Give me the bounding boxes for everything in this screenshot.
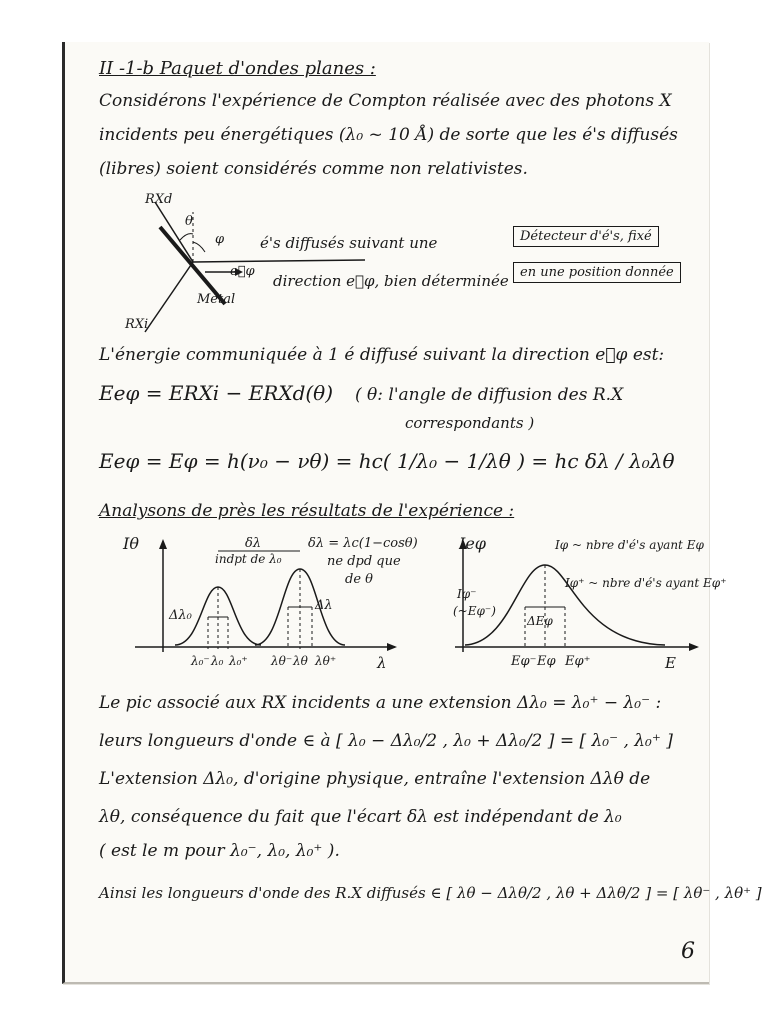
left-graph-width-0: Δλ₀ — [169, 608, 192, 623]
right-graph-ann-1: Iφ ~ nbre d'é's ayant Eφ — [555, 538, 704, 552]
phi-arc — [193, 242, 205, 252]
detector-box-1: Détecteur d'é's, fixé — [513, 226, 659, 247]
label-ephi: e⃗φ — [230, 264, 255, 279]
left-tick-6: λθ⁺ — [315, 654, 337, 668]
diffused-ray — [155, 202, 193, 262]
conclusion-line-6: Ainsi les longueurs d'onde des R.X diffusés ∈ [ λθ − Δλθ/2 , λθ + Δλθ/2 ] = [ λθ⁻ , λθ⁺ ] — [99, 884, 762, 902]
right-tick-1: Eφ⁻ — [511, 654, 537, 669]
conclusion-line-5: ( est le m pour λ₀⁻, λ₀, λ₀⁺ ). — [99, 841, 340, 861]
page-number: 6 — [681, 939, 695, 964]
label-rxd: RXd — [145, 192, 173, 207]
left-tick-3: λ₀⁺ — [229, 654, 248, 668]
label-metal: Métal — [197, 292, 236, 307]
left-graph-ylabel: Iθ — [123, 534, 139, 553]
energy-line-1: L'énergie communiquée à 1 é diffusé suivant la direction e⃗φ est: — [99, 345, 665, 365]
section-title: II -1-b Paquet d'ondes planes : — [99, 58, 376, 79]
right-graph-ann-3: Iφ⁻ — [457, 587, 477, 601]
label-theta: θ — [185, 214, 193, 229]
energy-eq-2: Eeφ = Eφ = h(ν₀ − νθ) = hc( 1/λ₀ − 1/λθ ) = hc δλ / λ₀λθ — [99, 449, 675, 473]
left-graph-delta: δλ — [245, 536, 262, 551]
left-graph-note-3: de θ — [345, 572, 373, 587]
left-graph-width-theta: Δλ — [315, 598, 333, 613]
left-graph-indep: indpt de λ₀ — [215, 552, 282, 566]
left-graph-note-2: ne dpd que — [327, 554, 401, 569]
figure1-text-1: é's diffusés suivant une — [260, 234, 438, 252]
right-graph-ann-4: (~Eφ⁻) — [453, 604, 496, 618]
detector-box-2: en une position donnée — [513, 262, 681, 283]
electron-direction — [193, 260, 365, 262]
conclusion-line-1: Le pic associé aux RX incidents a une extension Δλ₀ = λ₀⁺ − λ₀⁻ : — [99, 693, 662, 713]
energy-eq-1-note-2: correspondants ) — [405, 414, 535, 432]
figure1-text-2: direction e⃗φ, bien déterminée — [273, 272, 509, 290]
right-graph-width: ΔEφ — [527, 614, 553, 628]
analyse-heading: Analysons de près les résultats de l'expérience : — [99, 501, 515, 521]
label-phi: φ — [215, 232, 225, 247]
right-tick-2: Eφ — [537, 654, 556, 669]
left-graph-xlabel: λ — [377, 654, 387, 672]
energy-eq-1: Eeφ = ERXi − ERXd(θ) — [99, 381, 334, 405]
conclusion-line-2: leurs longueurs d'onde ∈ à [ λ₀ − Δλ₀/2 , λ₀ + Δλ₀/2 ] = [ λ₀⁻ , λ₀⁺ ] — [99, 731, 673, 751]
handwritten-page — [62, 42, 762, 984]
left-tick-2: λ₀ — [211, 654, 224, 668]
conclusion-line-3: L'extension Δλ₀, d'origine physique, entraîne l'extension Δλθ de — [99, 769, 651, 789]
right-graph-xlabel: E — [665, 654, 676, 672]
intro-line-1: Considérons l'expérience de Compton réalisée avec des photons X — [99, 91, 672, 111]
conclusion-line-4: λθ, conséquence du fait que l'écart δλ est indépendant de λ₀ — [99, 807, 622, 827]
intro-line-2: incidents peu énergétiques (λ₀ ~ 10 Å) de sorte que les é's diffusés — [99, 125, 678, 145]
theta-arc — [180, 234, 193, 240]
left-tick-4: λθ⁻ — [271, 654, 293, 668]
left-tick-1: λ₀⁻ — [191, 654, 210, 668]
left-tick-5: λθ — [293, 654, 308, 668]
right-graph-ann-2: Iφ⁺ ~ nbre d'é's ayant Eφ⁺ — [565, 576, 727, 590]
intro-line-3: (libres) soient considérés comme non relativistes. — [99, 159, 528, 179]
energy-eq-1-note: ( θ: l'angle de diffusion des R.X — [355, 385, 624, 405]
left-graph-note-1: δλ = λc(1−cosθ) — [308, 536, 418, 551]
right-tick-3: Eφ⁺ — [565, 654, 591, 669]
label-rxi: RXi — [125, 317, 149, 332]
right-graph-ylabel: Ieφ — [459, 534, 486, 553]
incident-ray — [145, 262, 193, 332]
